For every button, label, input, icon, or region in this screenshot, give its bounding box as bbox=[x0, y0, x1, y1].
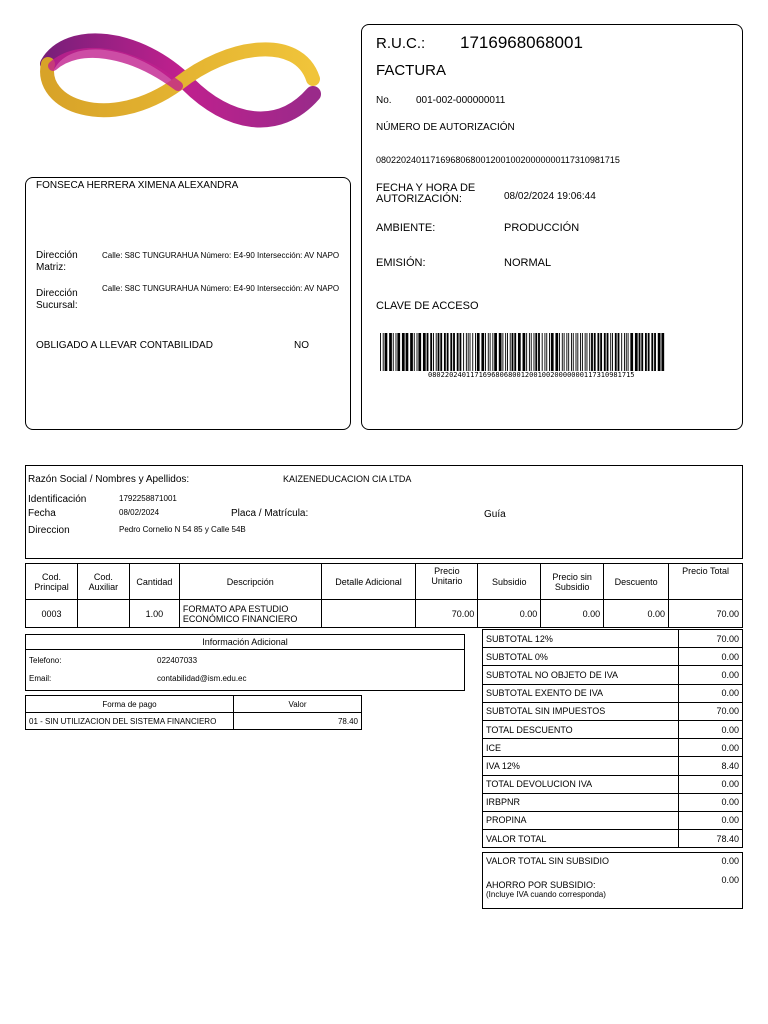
identificacion-label: Identificación bbox=[28, 494, 87, 505]
total-label: TOTAL DEVOLUCION IVA bbox=[483, 775, 679, 793]
company-logo bbox=[28, 24, 328, 142]
cell-cod-principal: 0003 bbox=[26, 600, 78, 628]
authorization-label: NÚMERO DE AUTORIZACIÓN bbox=[376, 122, 515, 133]
total-value: 8.40 bbox=[679, 757, 743, 775]
access-key-label: CLAVE DE ACCESO bbox=[376, 300, 479, 312]
table-row bbox=[483, 630, 743, 648]
total-value: 70.00 bbox=[679, 702, 743, 720]
sucursal-address: Calle: S8C TUNGURAHUA Número: E4-90 Intersección: AV NAPO bbox=[102, 284, 340, 293]
col-subsidio: Subsidio bbox=[478, 564, 541, 600]
sin-subsidio-value: 0.00 bbox=[721, 856, 739, 866]
ahorro-note: (Incluye IVA cuando corresponda) bbox=[486, 890, 606, 899]
payment-method: 01 - SIN UTILIZACION DEL SISTEMA FINANCIERO bbox=[26, 713, 234, 730]
sin-subsidio-label: VALOR TOTAL SIN SUBSIDIO bbox=[486, 856, 610, 866]
identificacion-value: 1792258871001 bbox=[119, 494, 177, 503]
table-row bbox=[26, 713, 362, 730]
total-value: 0.00 bbox=[679, 720, 743, 738]
col-detalle-adicional: Detalle Adicional bbox=[321, 564, 416, 600]
cell-descripcion: FORMATO APA ESTUDIO ECONÓMICO FINANCIERO bbox=[179, 600, 321, 628]
payment-table bbox=[25, 695, 362, 730]
additional-info-box bbox=[25, 634, 465, 691]
fecha-label: Fecha bbox=[28, 508, 56, 519]
email-label: Email: bbox=[29, 674, 52, 683]
total-label: VALOR TOTAL bbox=[483, 830, 679, 848]
direccion-label: Direccion bbox=[28, 525, 70, 536]
cell-precio-total: 70.00 bbox=[669, 600, 743, 628]
barcode-icon bbox=[380, 333, 666, 371]
additional-info-title: Información Adicional bbox=[26, 635, 464, 650]
total-value: 0.00 bbox=[679, 793, 743, 811]
total-value: 0.00 bbox=[679, 648, 743, 666]
ambiente-value: PRODUCCIÓN bbox=[504, 222, 580, 234]
contabilidad-label: OBLIGADO A LLEVAR CONTABILIDAD bbox=[36, 340, 213, 351]
payment-value: 78.40 bbox=[234, 713, 362, 730]
table-row bbox=[483, 720, 743, 738]
col-precio-sin-subsidio: Precio sin Subsidio bbox=[541, 564, 604, 600]
authorization-date-label: FECHA Y HORA DE AUTORIZACIÓN: bbox=[376, 182, 476, 205]
total-value: 78.40 bbox=[679, 830, 743, 848]
col-cantidad: Cantidad bbox=[129, 564, 179, 600]
emision-label: EMISIÓN: bbox=[376, 257, 426, 269]
subsidy-box bbox=[482, 852, 743, 909]
table-row bbox=[26, 600, 743, 628]
sucursal-label: Dirección Sucursal: bbox=[36, 288, 78, 311]
totals-table bbox=[482, 629, 743, 848]
total-value: 0.00 bbox=[679, 666, 743, 684]
invoice-number-label: No. bbox=[376, 95, 392, 106]
payment-header-row bbox=[26, 696, 362, 713]
total-label: TOTAL DESCUENTO bbox=[483, 720, 679, 738]
cell-detalle-adicional bbox=[321, 600, 416, 628]
table-row bbox=[483, 684, 743, 702]
email-value: contabilidad@ism.edu.ec bbox=[157, 674, 247, 683]
total-label: IVA 12% bbox=[483, 757, 679, 775]
total-value: 0.00 bbox=[679, 684, 743, 702]
ambiente-label: AMBIENTE: bbox=[376, 222, 436, 234]
invoice-header-box bbox=[361, 24, 743, 430]
table-row bbox=[483, 702, 743, 720]
payment-method-header: Forma de pago bbox=[26, 696, 234, 713]
placa-label: Placa / Matrícula: bbox=[231, 508, 309, 519]
infinity-logo-icon bbox=[28, 24, 328, 142]
phone-value: 022407033 bbox=[157, 656, 198, 665]
table-row bbox=[483, 775, 743, 793]
table-row bbox=[483, 666, 743, 684]
direccion-value: Pedro Cornelio N 54 85 y Calle 54B bbox=[119, 525, 246, 534]
total-label: ICE bbox=[483, 739, 679, 757]
ruc-value: 1716968068001 bbox=[460, 33, 583, 52]
total-label: IRBPNR bbox=[483, 793, 679, 811]
phone-label: Telefono: bbox=[29, 656, 62, 665]
invoice-number: 001-002-000000011 bbox=[416, 95, 506, 106]
razon-social-label: Razón Social / Nombres y Apellidos: bbox=[28, 474, 190, 485]
total-value: 70.00 bbox=[679, 630, 743, 648]
matriz-address: Calle: S8C TUNGURAHUA Número: E4-90 Intersección: AV NAPO bbox=[102, 251, 340, 260]
table-row bbox=[483, 757, 743, 775]
cell-descuento: 0.00 bbox=[604, 600, 669, 628]
table-row bbox=[483, 648, 743, 666]
matriz-label: Dirección Matriz: bbox=[36, 250, 78, 273]
table-row bbox=[483, 793, 743, 811]
authorization-number: 0802202401171696806800120010020000000117310981715 bbox=[376, 155, 620, 165]
ahorro-value: 0.00 bbox=[721, 875, 739, 885]
items-table bbox=[25, 563, 743, 628]
total-label: PROPINA bbox=[483, 811, 679, 829]
col-cod-principal: Cod. Principal bbox=[26, 564, 78, 600]
table-row bbox=[483, 830, 743, 848]
barcode-text: 0802202401171696806800120010020000000117310981715 bbox=[428, 371, 635, 379]
total-label: SUBTOTAL NO OBJETO DE IVA bbox=[483, 666, 679, 684]
contabilidad-value: NO bbox=[294, 340, 309, 351]
table-row bbox=[483, 739, 743, 757]
issuer-name: FONSECA HERRERA XIMENA ALEXANDRA bbox=[36, 180, 239, 191]
col-cod-auxiliar: Cod. Auxiliar bbox=[77, 564, 129, 600]
fecha-value: 08/02/2024 bbox=[119, 508, 160, 517]
table-row bbox=[483, 811, 743, 829]
col-descuento: Descuento bbox=[604, 564, 669, 600]
col-descripcion: Descripción bbox=[179, 564, 321, 600]
ahorro-label: AHORRO POR SUBSIDIO: bbox=[486, 880, 596, 890]
items-header-row bbox=[26, 564, 743, 600]
cell-precio-sin-subsidio: 0.00 bbox=[541, 600, 604, 628]
total-label: SUBTOTAL EXENTO DE IVA bbox=[483, 684, 679, 702]
emision-value: NORMAL bbox=[504, 257, 552, 269]
razon-social-value: KAIZENEDUCACION CIA LTDA bbox=[283, 474, 412, 484]
document-type: FACTURA bbox=[376, 62, 447, 79]
cell-precio-unitario: 70.00 bbox=[416, 600, 478, 628]
guia-label: Guía bbox=[484, 509, 506, 520]
issuer-box bbox=[25, 177, 351, 430]
ruc-label: R.U.C.: bbox=[376, 35, 426, 52]
col-precio-total: Precio Total bbox=[669, 564, 743, 600]
total-label: SUBTOTAL 12% bbox=[483, 630, 679, 648]
col-precio-unitario: Precio Unitario bbox=[416, 564, 478, 600]
payment-value-header: Valor bbox=[234, 696, 362, 713]
cell-cantidad: 1.00 bbox=[129, 600, 179, 628]
total-value: 0.00 bbox=[679, 811, 743, 829]
authorization-date: 08/02/2024 19:06:44 bbox=[504, 191, 596, 202]
total-label: SUBTOTAL SIN IMPUESTOS bbox=[483, 702, 679, 720]
total-label: SUBTOTAL 0% bbox=[483, 648, 679, 666]
cell-cod-auxiliar bbox=[77, 600, 129, 628]
cell-subsidio: 0.00 bbox=[478, 600, 541, 628]
total-value: 0.00 bbox=[679, 775, 743, 793]
total-value: 0.00 bbox=[679, 739, 743, 757]
buyer-box bbox=[25, 465, 743, 559]
